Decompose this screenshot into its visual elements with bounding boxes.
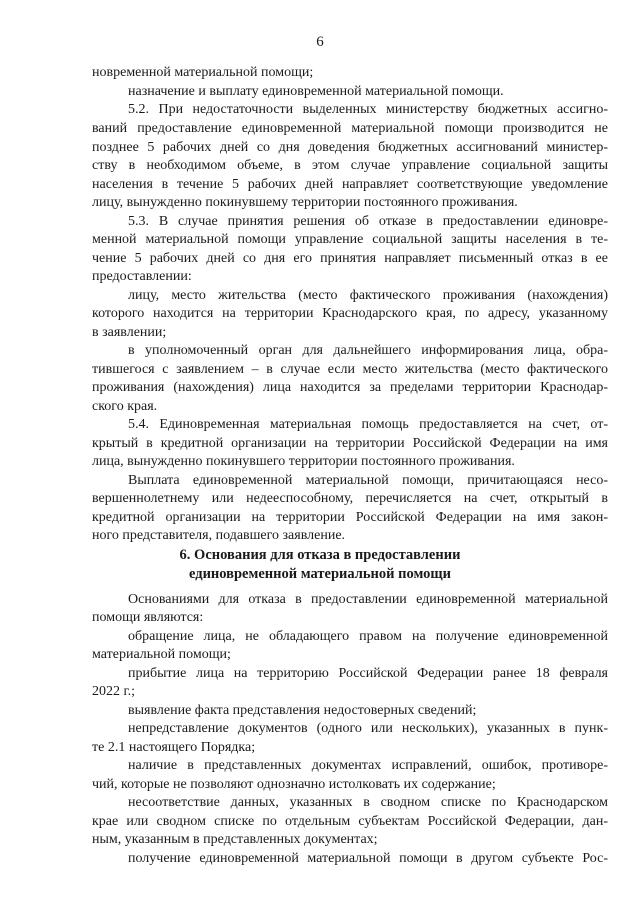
text-line: 2022 г.; — [92, 684, 136, 699]
text-line: ным, указанным в представленных документах; — [92, 832, 378, 847]
text-line: прибытие лица на территорию Российской Федерации ранее 18 февраля — [128, 666, 608, 681]
text-line: ваний предоставление единовременной материальной помощи производится не — [92, 121, 608, 136]
text-line: ного представителя, подавшего заявление. — [92, 528, 346, 543]
text-line: назначение и выплату единовременной материальной помощи. — [128, 84, 504, 99]
text-line: новременной материальной помощи; — [92, 65, 314, 80]
text-line: лицу, вынужденно покинувшему территории постоянного проживания. — [92, 195, 518, 210]
text-line: материальной помощи; — [92, 647, 231, 662]
text-line: которого находится на территории Краснодарского края, по адресу, указанному — [92, 306, 608, 321]
text-line: 5.2. При недостаточности выделенных министерству бюджетных ассигно- — [128, 102, 608, 117]
text-line: наличие в представленных документах исправлений, ошибок, противоре- — [128, 758, 608, 773]
section-heading-line-1: 6. Основания для отказа в предоставлении — [179, 547, 461, 563]
text-line: проживания (нахождения) лица находится за пределами территории Краснодар- — [92, 380, 608, 395]
text-line: помощи являются: — [92, 610, 204, 625]
text-line: выявление факта представления недостоверных сведений; — [128, 703, 477, 718]
text-line: кредитной организации на территории Российской Федерации на имя закон- — [92, 510, 608, 525]
text-line: Выплата единовременной материальной помощи, причитающаяся несо- — [128, 473, 608, 488]
text-line: те 2.1 настоящего Порядка; — [92, 740, 256, 755]
text-line: менной материальной помощи управление социальной защиты населения в те- — [92, 232, 608, 247]
section-heading-line-2: единовременной материальной помощи — [188, 566, 451, 582]
text-line: в уполномоченный орган для дальнейшего информирования лица, обра- — [128, 343, 608, 358]
text-line: 5.3. В случае принятия решения об отказе в предоставлении единовре- — [128, 214, 608, 229]
text-line: чение 5 рабочих дней со дня его принятия направляет письменный отказ в ее — [92, 251, 608, 266]
text-line: несоответствие данных, указанных в сводном списке по Краснодарском — [128, 795, 608, 810]
text-line: позднее 5 рабочих дней со дня доведения бюджетных ассигнований министер- — [92, 140, 608, 155]
text-line: крытый в кредитной организации на территории Российской Федерации на имя — [92, 436, 608, 451]
text-line: тившегося с заявлением – в случае если место жительства (место фактического — [92, 362, 608, 377]
page-number: 6 — [316, 34, 324, 50]
text-line: чий, которые не позволяют однозначно истолковать их содержание; — [92, 777, 496, 792]
text-line: в заявлении; — [92, 325, 167, 340]
text-line: крае или сводном списке по отдельным субъектам Российской Федерации, дан- — [92, 814, 608, 829]
text-line: Основаниями для отказа в предоставлении единовременной материальной — [128, 592, 608, 607]
text-line: ству в необходимом объеме, в этом случае управление социальной защиты — [92, 158, 608, 173]
text-line: вершеннолетнему или недееспособному, перечисляется на счет, открытый в — [92, 491, 608, 506]
text-line: обращение лица, не обладающего правом на получение единовременной — [128, 629, 608, 644]
text-line: непредставление документов (одного или нескольких), указанных в пунк- — [128, 721, 608, 736]
text-line: предоставлении: — [92, 269, 192, 284]
text-line: лица, вынужденно покинувшего территории постоянного проживания. — [92, 454, 515, 469]
text-line: получение единовременной материальной помощи в другом субъекте Рос- — [128, 851, 608, 866]
text-line: населения в течение 5 рабочих дней направляет соответствующие уведомление — [92, 177, 608, 192]
text-line: лицу, место жительства (место фактического проживания (нахождения) — [128, 288, 608, 303]
text-line: 5.4. Единовременная материальная помощь предоставляется на счет, от- — [128, 417, 608, 432]
text-line: ского края. — [92, 399, 158, 414]
